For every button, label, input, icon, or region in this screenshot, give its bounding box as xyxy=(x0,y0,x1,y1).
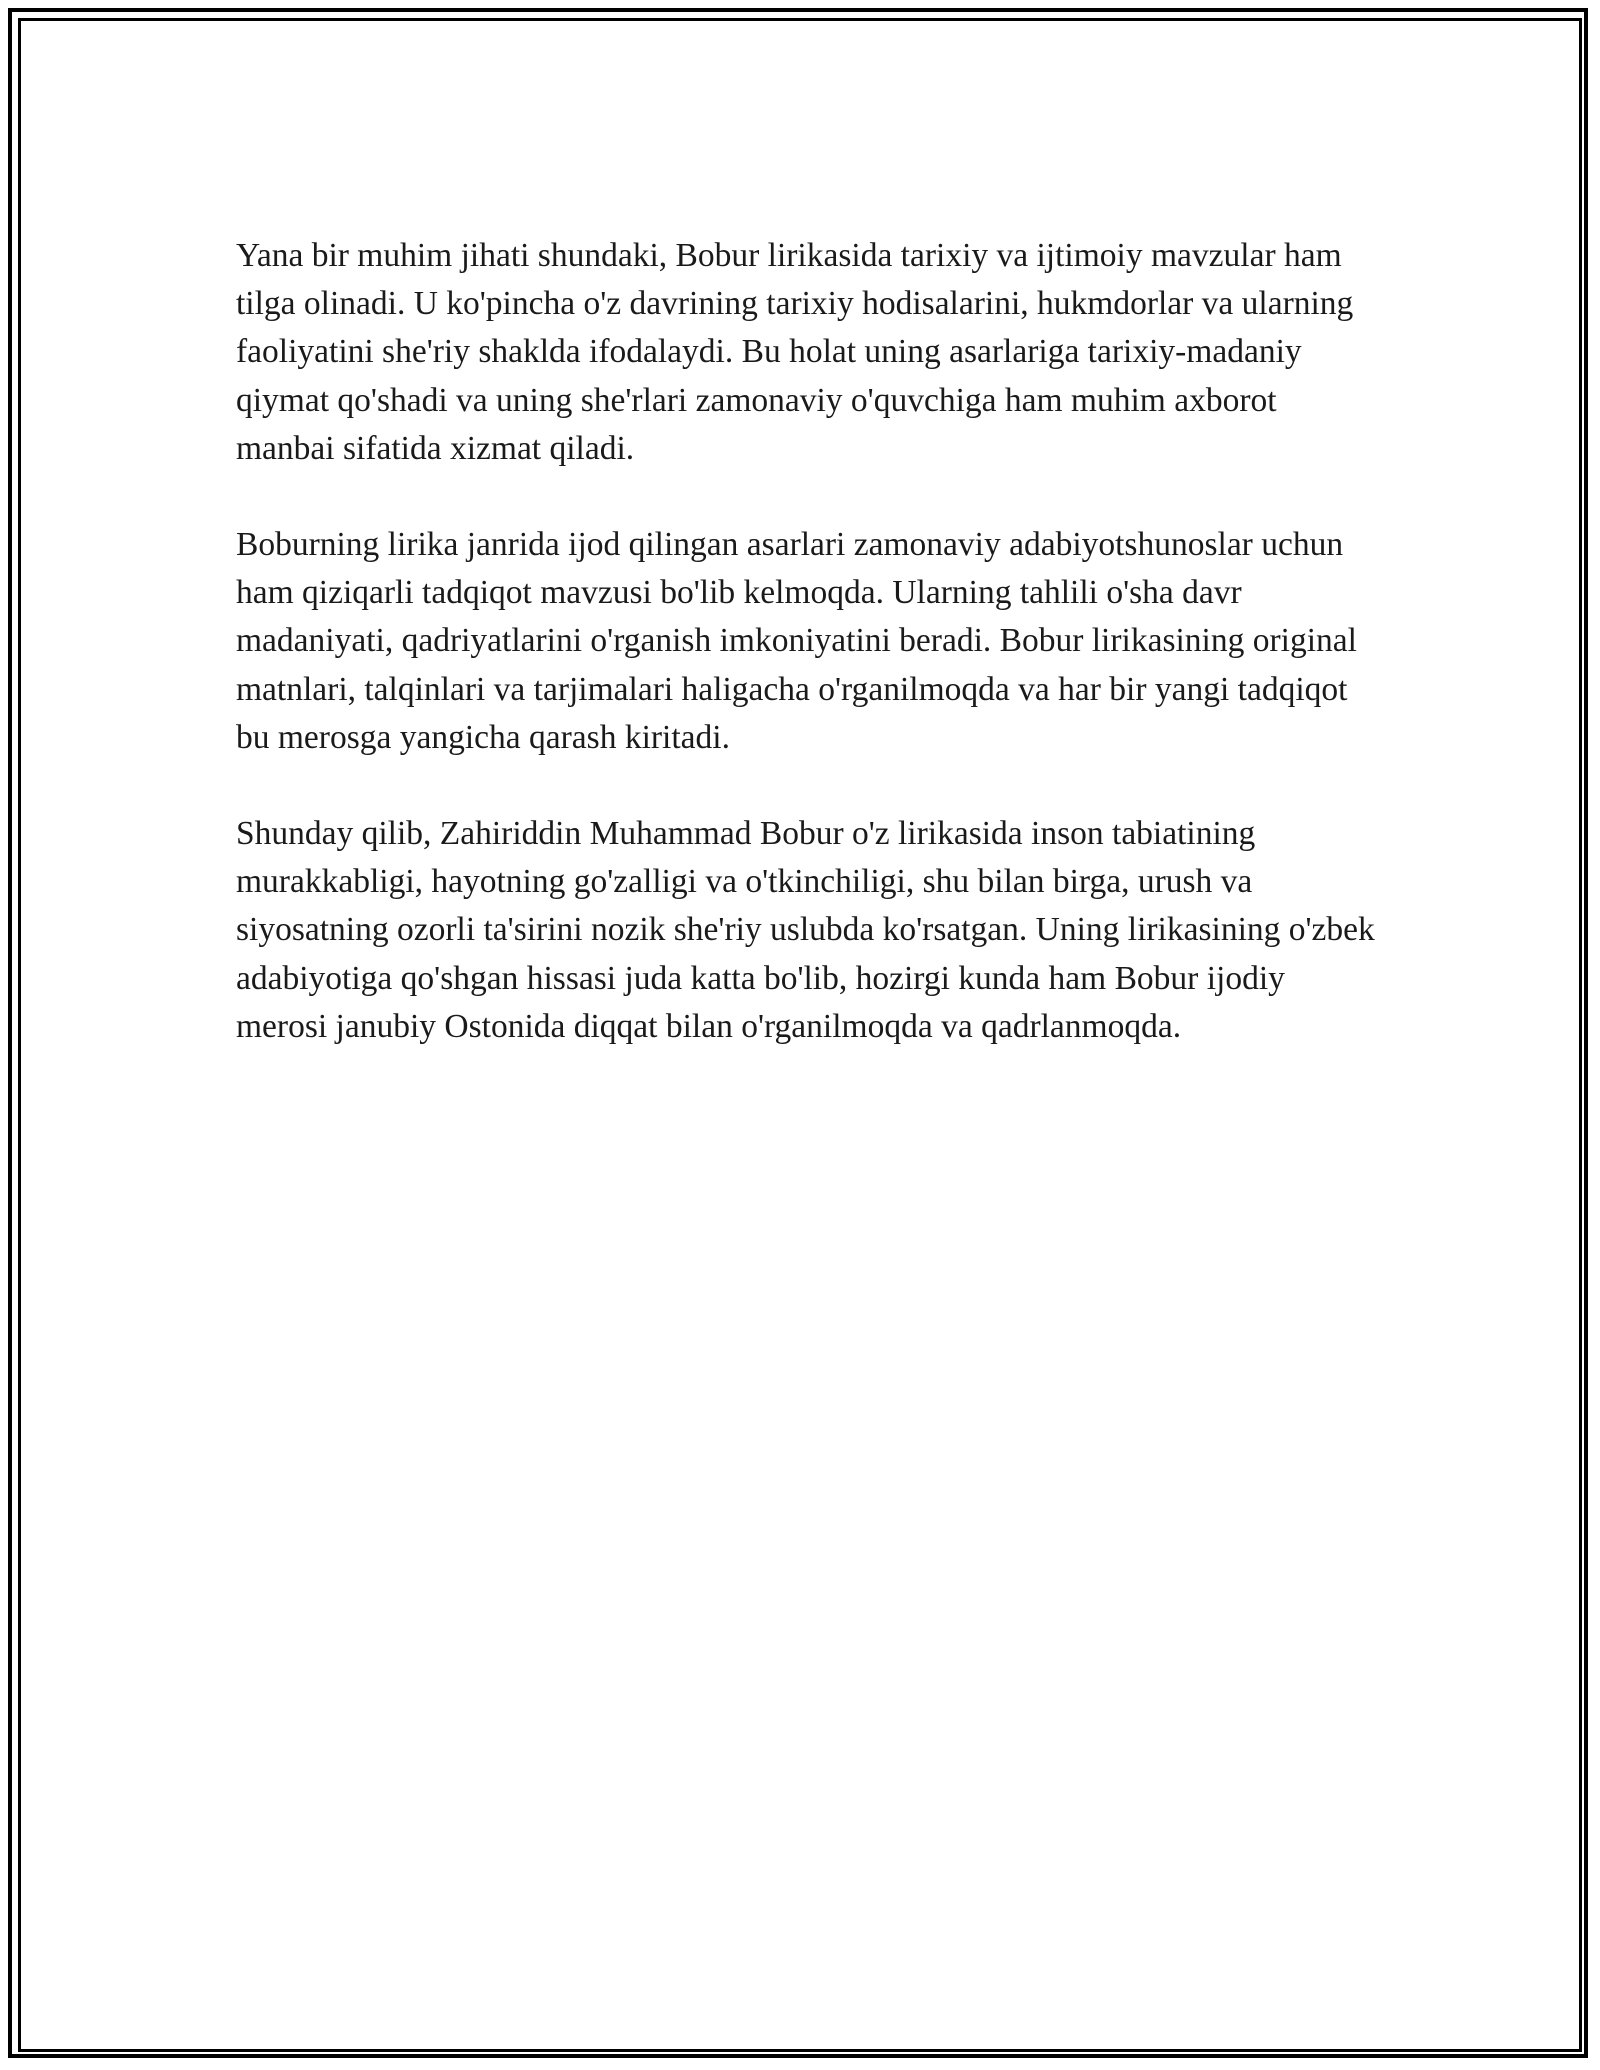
paragraph-2: Boburning lirika janrida ijod qilingan asarlari zamonaviy adabiyotshunoslar uchun ham qiziqarli tadqiqot mavzusi bo'lib kelmoqda. Ularning tahlili o'sha davr madaniyati, qadriyatlarini o'rganish imkoniyatini beradi. Bobur lirikasining original matnlari, talqinlari va tarjimalari haligacha o'rganilmoqda va har bir yangi tadqiqot bu merosga yangicha qarash kiritadi. xyxy=(236,526,1357,756)
document-body xyxy=(236,232,1376,1099)
paragraph-3: Shunday qilib, Zahiriddin Muhammad Bobur o'z lirikasida inson tabiatining murakkabligi, hayotning go'zalligi va o'tkinchiligi, shu bilan birga, urush va siyosatning ozorli ta'sirini nozik she'riy uslubda ko'rsatgan. Uning lirikasining o'zbek adabiyotiga qo'shgan hissasi juda katta bo'lib, hozirgi kunda ham Bobur ijodiy merosi janubiy Ostonida diqqat bilan o'rganilmoqda va qadrlanmoqda. xyxy=(236,815,1375,1045)
paragraph-1: Yana bir muhim jihati shundaki, Bobur lirikasida tarixiy va ijtimoiy mavzular ham tilga olinadi. U ko'pincha o'z davrining tarixiy hodisalarini, hukmdorlar va ularning faoliyatini she'riy shaklda ifodalaydi. Bu holat uning asarlariga tarixiy-madaniy qiymat qo'shadi va uning she'rlari zamonaviy o'quvchiga ham muhim axborot manbai sifatida xizmat qiladi. xyxy=(236,237,1354,467)
